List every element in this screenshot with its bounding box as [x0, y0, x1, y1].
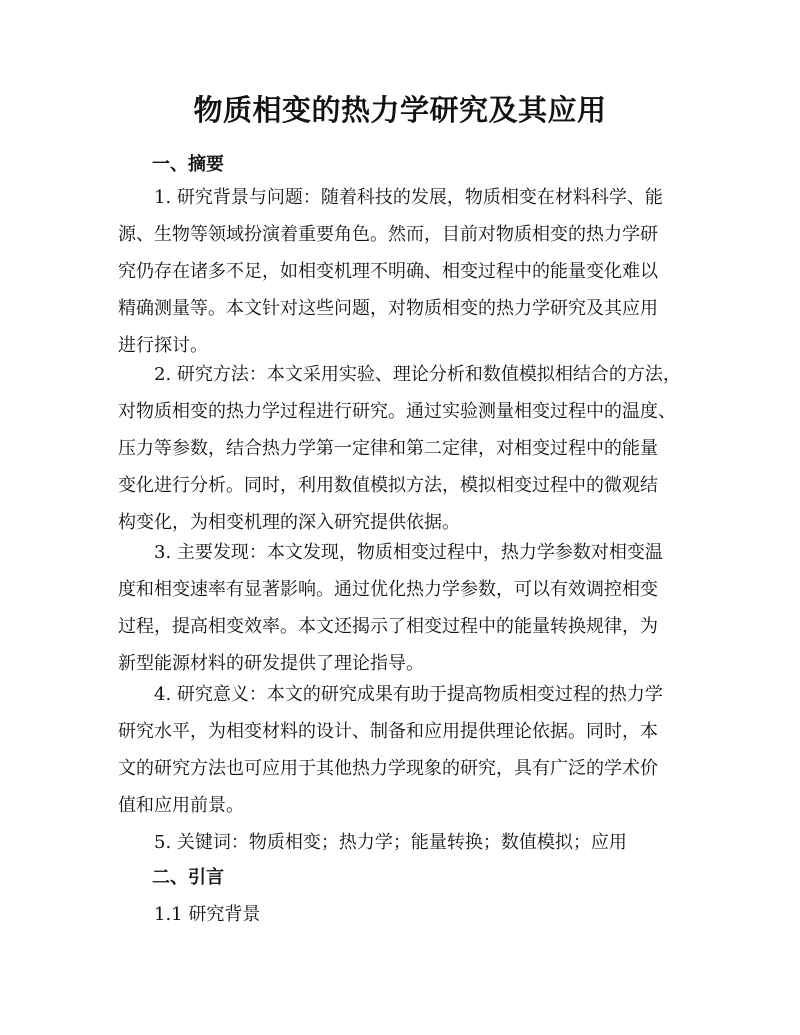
paragraph-line: 对物质相变的热力学过程进行研究。通过实验测量相变过程中的温度、	[118, 401, 676, 422]
abstract-paragraph-significance	[118, 676, 693, 824]
paragraph-line: 源、生物等领域扮演着重要角色。然而，目前对物质相变的热力学研	[118, 224, 658, 245]
paragraph-line: 过程，提高相变效率。本文还揭示了相变过程中的能量转换规律，为	[118, 616, 658, 637]
paragraph-line: 4. 研究意义：本文的研究成果有助于提高物质相变过程的热力学	[154, 684, 663, 705]
section-heading-introduction: 二、引言	[152, 867, 224, 888]
paragraph-line: 究仍存在诸多不足，如相变机理不明确、相变过程中的能量变化难以	[118, 261, 658, 282]
paragraph-line: 构变化，为相变机理的深入研究提供依据。	[118, 512, 460, 533]
paragraph-line: 2. 研究方法：本文采用实验、理论分析和数值模拟相结合的方法，	[154, 364, 681, 385]
abstract-paragraph-methods	[118, 356, 693, 541]
paragraph-line: 文的研究方法也可应用于其他热力学现象的研究，具有广泛的学术价	[118, 758, 658, 779]
paragraph-line: 精确测量等。本文针对这些问题，对物质相变的热力学研究及其应用	[118, 298, 658, 319]
paragraph-line: 新型能源材料的研发提供了理论指导。	[118, 653, 424, 674]
paragraph-line: 3. 主要发现：本文发现，物质相变过程中，热力学参数对相变温	[154, 542, 663, 563]
abstract-paragraph-background	[118, 179, 693, 364]
paragraph-line: 1. 研究背景与问题：随着科技的发展，物质相变在材料科学、能	[154, 187, 663, 208]
abstract-keywords: 5. 关键词：物质相变；热力学；能量转换；数值模拟；应用	[154, 832, 627, 853]
paragraph-line: 研究水平，为相变材料的设计、制备和应用提供理论依据。同时，本	[118, 721, 658, 742]
abstract-paragraph-findings	[118, 534, 693, 682]
section-heading-abstract: 一、摘要	[152, 154, 224, 175]
paragraph-line: 变化进行分析。同时，利用数值模拟方法，模拟相变过程中的微观结	[118, 475, 658, 496]
paragraph-line: 度和相变速率有显著影响。通过优化热力学参数，可以有效调控相变	[118, 579, 658, 600]
paragraph-line: 值和应用前景。	[118, 795, 244, 816]
subsection-heading-background: 1.1 研究背景	[154, 904, 261, 925]
paragraph-line: 进行探讨。	[118, 335, 208, 356]
document-title: 物质相变的热力学研究及其应用	[193, 93, 607, 127]
paragraph-line: 压力等参数，结合热力学第一定律和第二定律，对相变过程中的能量	[118, 438, 658, 459]
